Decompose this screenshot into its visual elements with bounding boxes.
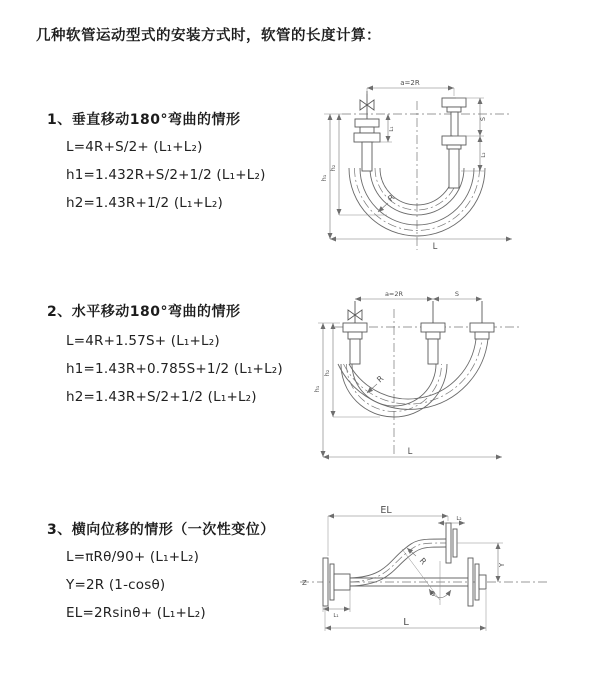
upper-flange: [446, 523, 457, 563]
page-title: 几种软管运动型式的安装方式时，软管的长度计算：: [36, 28, 381, 44]
dim-label-l1: L₁: [389, 126, 395, 132]
theta-label: θ: [431, 590, 435, 598]
dim-label-s: S: [479, 116, 487, 122]
dim-label-h1: h₁: [313, 385, 321, 393]
dim-label-l: L: [403, 617, 409, 628]
section2-formula-h2: h2=1.43R+S/2+1/2 (L₁+L₂): [66, 389, 257, 405]
right-flange: [468, 558, 486, 606]
dimension-el: [328, 505, 448, 556]
dim-label-l1: L₁: [333, 613, 339, 619]
section3-formula-Y: Y=2R (1-cosθ): [66, 577, 166, 593]
braided-hose-section: [449, 149, 459, 188]
dim-label-l2: L₂: [456, 516, 462, 522]
dimension-a2r: [355, 290, 433, 299]
dimension-l: [330, 239, 512, 252]
s-curve-hose: [350, 539, 446, 586]
section1-formula-h1: h1=1.432R+S/2+1/2 (L₁+L₂): [66, 167, 266, 183]
dim-label-l: L: [432, 242, 438, 252]
diagram-horizontal-180-bend: [310, 287, 540, 462]
dim-label-l: L: [407, 447, 413, 457]
dimension-a2r: [367, 79, 454, 96]
radius-label: R: [417, 556, 429, 567]
radius-callout: [367, 374, 386, 393]
left-pipe-fitting: [343, 301, 367, 364]
braided-hose-section: [362, 142, 372, 171]
section3-formula-L: L=πRθ/90+ (L₁+L₂): [66, 549, 200, 565]
dim-label-s: S: [454, 290, 460, 298]
diagram-vertical-180-bend: [312, 76, 532, 256]
dimension-l2: [438, 516, 465, 523]
hose-bend-arcs: [338, 339, 488, 417]
dimension-h2: [329, 114, 387, 215]
diagram-lateral-displacement: [298, 503, 558, 643]
dim-label-h1: h₁: [320, 174, 328, 182]
left-flange: [323, 558, 350, 606]
section1-formula-h2: h2=1.43R+1/2 (L₁+L₂): [66, 195, 223, 211]
right-pipe-fitting: [470, 301, 494, 339]
dim-label-el: EL: [380, 505, 392, 516]
dimension-l: [323, 447, 502, 457]
dim-label-a2r: a=2R: [400, 79, 420, 87]
dim-label-h2: h₂: [323, 369, 331, 377]
axis-mark-z: Z: [302, 579, 307, 587]
dim-label-h2: h₂: [329, 164, 337, 172]
section1-formula-L: L=4R+S/2+ (L₁+L₂): [66, 139, 203, 155]
dim-label-l2: L₂: [481, 152, 487, 158]
braided-hose-section: [428, 339, 438, 364]
left-pipe-fitting: [354, 91, 380, 171]
radius-label: R: [375, 373, 386, 385]
braided-hose-section: [350, 339, 360, 364]
dimension-s: [433, 290, 482, 299]
dimension-h1: [313, 323, 340, 457]
section2-formula-h1: h1=1.43R+0.785S+1/2 (L₁+L₂): [66, 361, 283, 377]
dim-label-y: Y: [498, 562, 506, 568]
right-pipe-fitting: [442, 98, 466, 188]
radius-label: R: [386, 192, 397, 204]
dim-label-a2r: a=2R: [384, 290, 404, 298]
section1-heading: 1、垂直移动180°弯曲的情形: [47, 112, 241, 128]
section3-formula-EL: EL=2Rsinθ+ (L₁+L₂): [66, 605, 206, 621]
section3-heading: 3、横向位移的情形（一次性变位）: [47, 522, 275, 538]
dimension-l: [325, 590, 486, 631]
section2-formula-L: L=4R+1.57S+ (L₁+L₂): [66, 333, 220, 349]
middle-pipe-fitting: [421, 301, 445, 364]
section2-heading: 2、水平移动180°弯曲的情形: [47, 304, 241, 320]
